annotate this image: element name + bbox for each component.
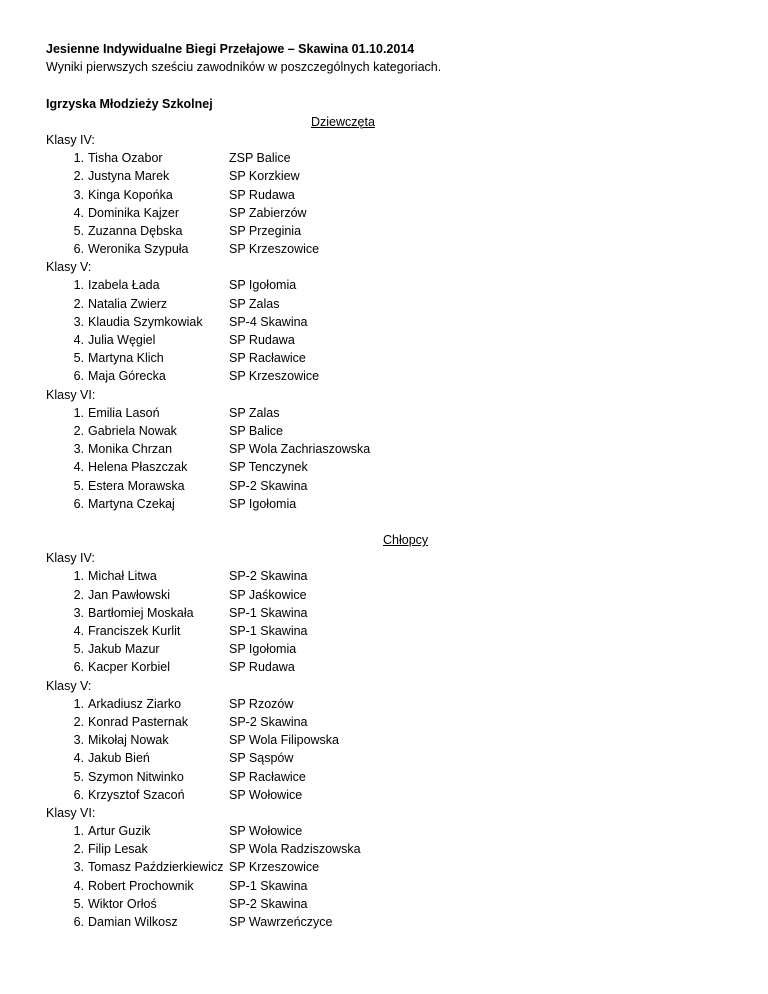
result-row xyxy=(46,786,726,804)
place-number: 5. xyxy=(73,896,84,911)
athlete-name: Natalia Zwierz xyxy=(88,296,168,311)
place-number: 2. xyxy=(73,296,84,311)
school-name: SP Korzkiew xyxy=(229,169,300,184)
place-number: 1. xyxy=(73,696,84,711)
school-name: SP Przeginia xyxy=(229,223,302,238)
place-number: 3. xyxy=(73,442,84,457)
school-name: SP Jaśkowice xyxy=(229,587,307,602)
result-row xyxy=(46,895,726,913)
athlete-name: Konrad Pasternak xyxy=(88,714,189,729)
school-name: SP-2 Skawina xyxy=(229,714,308,729)
girls-heading: Dziewczęta xyxy=(311,114,375,129)
result-row xyxy=(46,276,726,294)
athlete-name: Tomasz Paździerkiewicz xyxy=(88,860,224,875)
athlete-name: Emilia Lasoń xyxy=(88,405,160,420)
athlete-name: Jakub Mazur xyxy=(88,642,160,657)
result-row xyxy=(46,622,726,640)
place-number: 5. xyxy=(73,223,84,238)
result-row xyxy=(46,204,726,222)
place-number: 5. xyxy=(73,642,84,657)
girls-results xyxy=(46,131,726,513)
place-number: 5. xyxy=(73,351,84,366)
school-name: SP Wola Filipowska xyxy=(229,733,339,748)
section-heading: Igrzyska Młodzieży Szkolnej xyxy=(46,96,213,111)
place-number: 3. xyxy=(73,187,84,202)
school-name: SP-2 Skawina xyxy=(229,478,308,493)
result-row xyxy=(46,731,726,749)
document-title: Jesienne Indywidualne Biegi Przełajowe – Skawina 01.10.2014 xyxy=(46,42,415,56)
result-row xyxy=(46,495,726,513)
school-name: SP-4 Skawina xyxy=(229,314,308,329)
place-number: 6. xyxy=(73,242,84,257)
athlete-name: Helena Płaszczak xyxy=(88,460,188,475)
place-number: 4. xyxy=(73,460,84,475)
place-number: 3. xyxy=(73,860,84,875)
athlete-name: Martyna Czekaj xyxy=(88,496,175,511)
athlete-name: Wiktor Orłoś xyxy=(88,896,157,911)
school-name: SP-1 Skawina xyxy=(229,878,308,893)
athlete-name: Damian Wilkosz xyxy=(88,915,178,929)
school-name: SP Zalas xyxy=(229,405,280,420)
result-row xyxy=(46,167,726,185)
athlete-name: Franciszek Kurlit xyxy=(88,624,181,638)
athlete-name: Izabela Łada xyxy=(88,278,160,293)
result-row xyxy=(46,822,726,840)
place-number: 4. xyxy=(73,333,84,347)
result-row xyxy=(46,313,726,331)
school-name: SP Rzozów xyxy=(229,696,294,711)
boys-results xyxy=(46,549,726,931)
athlete-name: Justyna Marek xyxy=(88,169,170,184)
category-label: Klasy IV: xyxy=(46,551,95,566)
school-name: SP Rudawa xyxy=(229,333,295,347)
result-row xyxy=(46,913,726,931)
result-row xyxy=(46,658,726,676)
athlete-name: Estera Morawska xyxy=(88,478,185,493)
place-number: 1. xyxy=(73,569,84,584)
result-row xyxy=(46,149,726,167)
school-name: SP Igołomia xyxy=(229,278,297,293)
school-name: SP Wawrzeńczyce xyxy=(229,915,333,929)
boys-heading: Chłopcy xyxy=(383,533,429,548)
result-row xyxy=(46,640,726,658)
place-number: 2. xyxy=(73,169,84,184)
place-number: 2. xyxy=(73,714,84,729)
athlete-name: Bartłomiej Moskała xyxy=(88,605,194,620)
place-number: 5. xyxy=(73,769,84,784)
school-name: SP Rudawa xyxy=(229,187,295,202)
place-number: 2. xyxy=(73,587,84,602)
result-row xyxy=(46,768,726,786)
place-number: 1. xyxy=(73,278,84,293)
result-row xyxy=(46,877,726,895)
result-row xyxy=(46,458,726,476)
document-page xyxy=(46,40,726,931)
school-name: SP Rudawa xyxy=(229,660,295,675)
result-row xyxy=(46,331,726,349)
place-number: 3. xyxy=(73,733,84,748)
athlete-name: Kinga Kopońka xyxy=(88,187,173,202)
school-name: SP Wola Zachriaszowska xyxy=(229,442,371,457)
result-row xyxy=(46,858,726,876)
school-name: SP Tenczynek xyxy=(229,460,308,475)
result-row xyxy=(46,295,726,313)
school-name: SP Racławice xyxy=(229,769,306,784)
place-number: 6. xyxy=(73,660,84,675)
result-row xyxy=(46,586,726,604)
result-row xyxy=(46,240,726,258)
result-row xyxy=(46,422,726,440)
place-number: 6. xyxy=(73,369,84,384)
school-name: SP Racławice xyxy=(229,351,306,366)
result-row xyxy=(46,477,726,495)
athlete-name: Julia Węgiel xyxy=(88,333,156,347)
athlete-name: Jakub Bień xyxy=(88,751,150,766)
athlete-name: Weronika Szypuła xyxy=(88,242,189,257)
place-number: 2. xyxy=(73,842,84,857)
school-name: SP Krzeszowice xyxy=(229,242,320,257)
school-name: ZSP Balice xyxy=(229,151,291,166)
result-row xyxy=(46,567,726,585)
place-number: 6. xyxy=(73,915,84,929)
athlete-name: Martyna Klich xyxy=(88,351,164,366)
school-name: SP Sąspów xyxy=(229,751,294,766)
school-name: SP-1 Skawina xyxy=(229,605,308,620)
result-row xyxy=(46,186,726,204)
place-number: 6. xyxy=(73,787,84,802)
school-name: SP Wołowice xyxy=(229,787,303,802)
athlete-name: Arkadiusz Ziarko xyxy=(88,696,182,711)
category-label: Klasy V: xyxy=(46,678,92,693)
document-subtitle: Wyniki pierwszych sześciu zawodników w poszczególnych kategoriach. xyxy=(46,60,442,75)
athlete-name: Filip Lesak xyxy=(88,842,148,857)
athlete-name: Mikołaj Nowak xyxy=(88,733,169,748)
place-number: 5. xyxy=(73,478,84,493)
school-name: SP Wołowice xyxy=(229,824,303,839)
place-number: 1. xyxy=(73,824,84,839)
place-number: 1. xyxy=(73,405,84,420)
athlete-name: Maja Górecka xyxy=(88,369,166,384)
result-row xyxy=(46,713,726,731)
school-name: SP Igołomia xyxy=(229,496,297,511)
athlete-name: Monika Chrzan xyxy=(88,442,173,457)
school-name: SP Zabierzów xyxy=(229,205,307,220)
place-number: 3. xyxy=(73,605,84,620)
athlete-name: Gabriela Nowak xyxy=(88,423,177,438)
school-name: SP Igołomia xyxy=(229,642,297,657)
athlete-name: Klaudia Szymkowiak xyxy=(88,314,203,329)
school-name: SP-1 Skawina xyxy=(229,624,308,638)
school-name: SP Krzeszowice xyxy=(229,860,320,875)
athlete-name: Robert Prochownik xyxy=(88,878,194,893)
athlete-name: Jan Pawłowski xyxy=(88,587,170,602)
place-number: 4. xyxy=(73,878,84,893)
place-number: 4. xyxy=(73,751,84,766)
school-name: SP Wola Radziszowska xyxy=(229,842,361,857)
category-label: Klasy V: xyxy=(46,260,92,275)
school-name: SP Balice xyxy=(229,423,283,438)
category-label: Klasy VI: xyxy=(46,805,96,820)
result-row xyxy=(46,222,726,240)
athlete-name: Zuzanna Dębska xyxy=(88,223,183,238)
athlete-name: Artur Guzik xyxy=(88,824,151,839)
place-number: 6. xyxy=(73,496,84,511)
athlete-name: Krzysztof Szacoń xyxy=(88,787,185,802)
place-number: 2. xyxy=(73,423,84,438)
school-name: SP Zalas xyxy=(229,296,280,311)
result-row xyxy=(46,695,726,713)
result-row xyxy=(46,749,726,767)
place-number: 3. xyxy=(73,314,84,329)
result-row xyxy=(46,840,726,858)
place-number: 4. xyxy=(73,205,84,220)
school-name: SP-2 Skawina xyxy=(229,569,308,584)
athlete-name: Michał Litwa xyxy=(88,569,157,584)
athlete-name: Tisha Ozabor xyxy=(88,151,163,166)
athlete-name: Szymon Nitwinko xyxy=(88,769,184,784)
athlete-name: Kacper Korbiel xyxy=(88,660,170,675)
athlete-name: Dominika Kajzer xyxy=(88,205,180,220)
place-number: 1. xyxy=(73,151,84,166)
result-row xyxy=(46,367,726,385)
result-row xyxy=(46,604,726,622)
result-row xyxy=(46,349,726,367)
category-label: Klasy VI: xyxy=(46,387,96,402)
result-row xyxy=(46,440,726,458)
place-number: 4. xyxy=(73,624,84,638)
school-name: SP Krzeszowice xyxy=(229,369,320,384)
result-row xyxy=(46,404,726,422)
school-name: SP-2 Skawina xyxy=(229,896,308,911)
category-label: Klasy IV: xyxy=(46,132,95,147)
